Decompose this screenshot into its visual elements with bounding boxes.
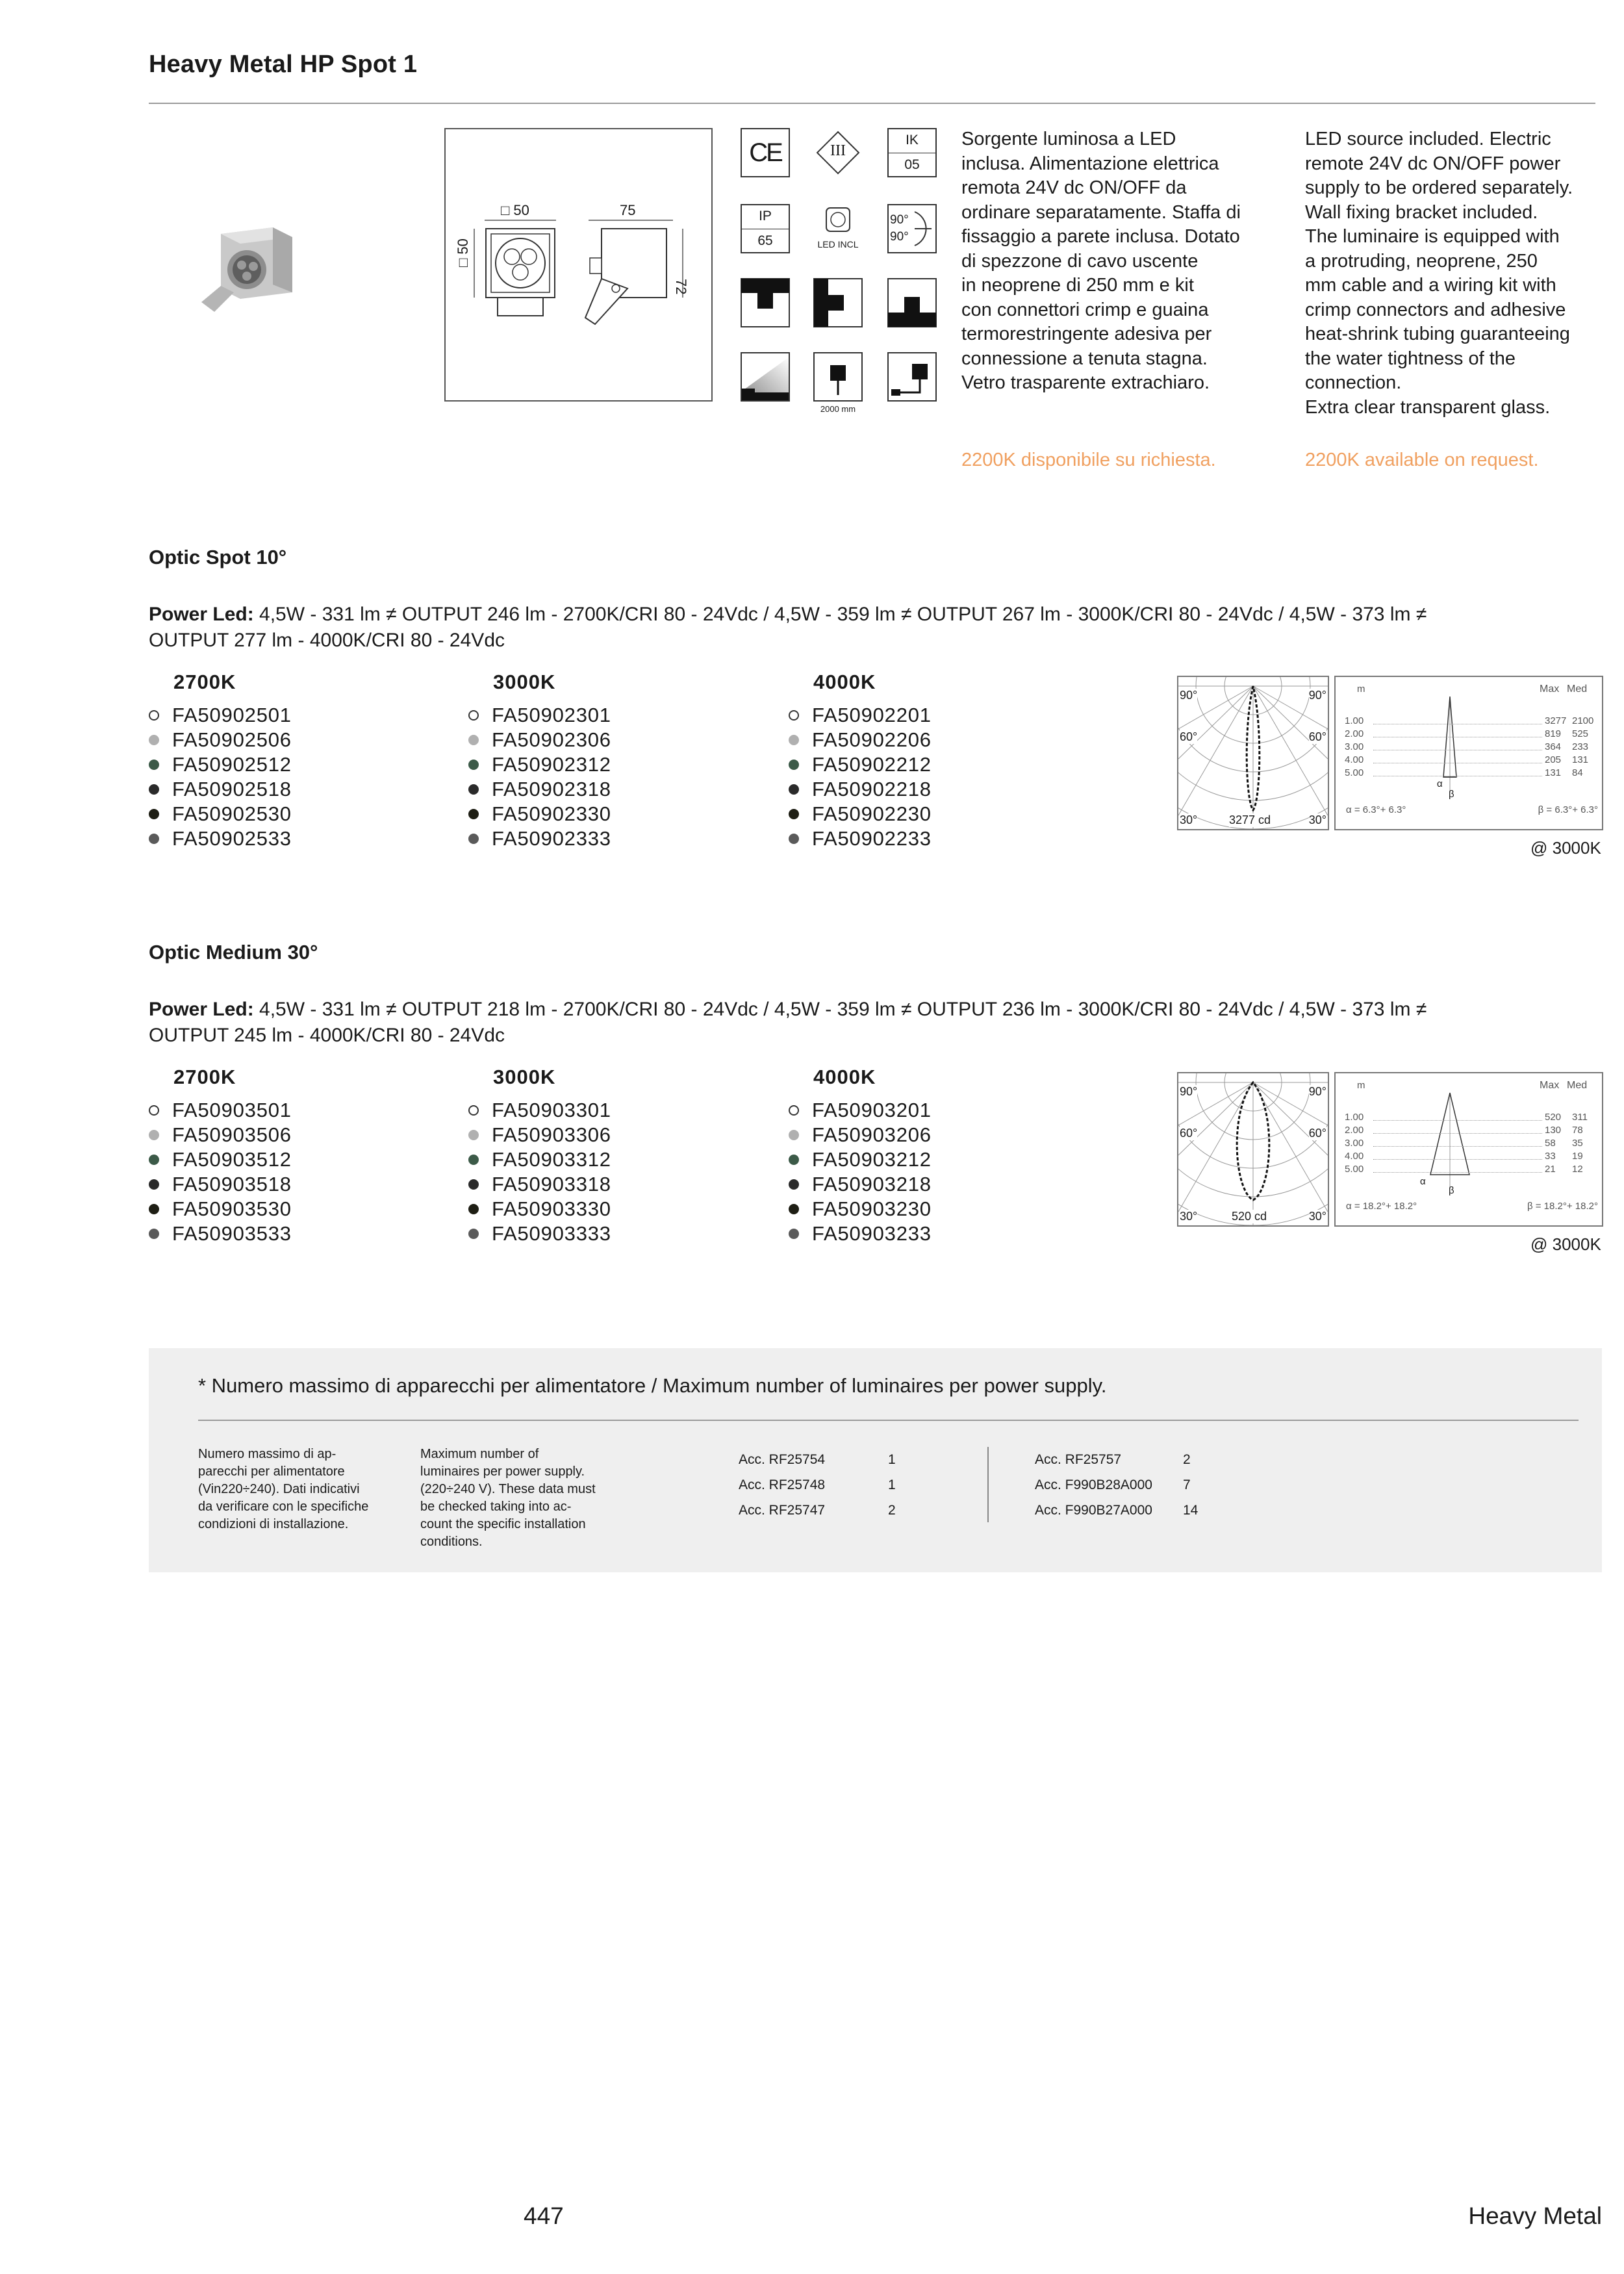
cone-diagram: m Max Med 1.00 3277 2100 2.00 819 525 3.00 364 233 4.00 205 131 5.00 131 84 α β α = 6.3°+ 6.3° β = 6.3°+ 6.3° [1334,676,1603,830]
product-code: FA50902230 [789,802,932,826]
code-column-4000k: 4000K FA50903201 FA50903206 FA50903212 FA50903218 FA50903230 FA50903233 [789,1066,932,1246]
product-code: FA50903318 [468,1172,611,1197]
class-iii-icon: III [813,128,863,177]
finish-color-dot [789,809,799,819]
finish-color-dot [468,1105,479,1116]
code-column-3000k: 3000K FA50903301 FA50903306 FA50903312 FA50903318 FA50903330 FA50903333 [468,1066,611,1246]
product-code: FA50902333 [468,826,611,851]
product-code: FA50902318 [468,777,611,802]
section-title: Optic Medium 30° [149,941,318,964]
product-code: FA50902512 [149,752,292,777]
header-divider [149,103,1595,104]
product-code: FA50903306 [468,1123,611,1147]
finish-color-dot [789,834,799,844]
finish-color-dot [789,784,799,795]
finish-color-dot [149,834,159,844]
page-number: 447 [524,2203,564,2229]
finish-color-dot [468,1130,479,1140]
finish-color-dot [468,1155,479,1165]
finish-color-dot [468,710,479,721]
table-separator [987,1447,989,1522]
light-spread-icon [741,352,790,402]
finish-color-dot [468,760,479,770]
floor-mount-icon [887,278,937,327]
code-column-2700k: 2700K FA50903501 FA50903506 FA50903512 FA50903518 FA50903530 FA50903533 [149,1066,292,1246]
product-code: FA50902506 [149,728,292,752]
polar-diagram: 90° 90° 60° 60° 30° 30° 3277 cd [1177,676,1329,830]
power-supply-panel [149,1348,1602,1572]
accessory-table-right: Acc. RF25757 2 Acc. F990B28A000 7 Acc. F990B27A000 14 [1035,1452,1199,1518]
product-code: FA50902518 [149,777,292,802]
power-led-spec: Power Led: 4,5W - 331 lm ≠ OUTPUT 246 lm - 2700K/CRI 80 - 24Vdc / 4,5W - 359 lm ≠ OUTPUT 267 lm - 3000K/CRI 80 - 24Vdc / 4,5W - 373 lm ≠ OUTPUT 277 lm - 4000K/CRI 80 - 24Vdc [149,604,1427,651]
finish-color-dot [149,710,159,721]
finish-color-dot [789,1130,799,1140]
panel-divider [198,1420,1579,1421]
finish-color-dot [468,1179,479,1190]
dim-square-top: □ 50 [501,202,529,218]
code-column-2700k: 2700K FA50902501 FA50902506 FA50902512 FA50902518 FA50902530 FA50902533 [149,671,292,851]
product-code: FA50903230 [789,1197,932,1221]
product-code: FA50903333 [468,1221,611,1246]
product-code: FA50903201 [789,1098,932,1123]
ceiling-mount-icon [741,278,790,327]
led-included-icon: LED INCL [813,204,863,253]
finish-color-dot [468,1229,479,1239]
wall-mount-icon [813,278,863,327]
finish-color-dot [149,784,159,795]
product-photo [195,221,312,318]
product-code: FA50902206 [789,728,932,752]
ip-rating-icon: IP 65 [741,204,790,253]
finish-color-dot [789,1229,799,1239]
description-it: Sorgente luminosa a LED inclusa. Alimentazione elettrica remota 24V dc ON/OFF da ordinare separatamente. Staffa di fissaggio a parete inclusa. Dotato di spezzone di cavo uscente in neoprene di 250 mm e kit con connettori crimp e guaina termorestringente adesiva per connessione a tenuta stagna. Vetro trasparente extrachiaro. [961,129,1241,393]
finish-color-dot [468,735,479,745]
page-title: Heavy Metal HP Spot 1 [149,51,418,78]
technical-drawing [444,128,713,402]
finish-color-dot [149,809,159,819]
product-code: FA50903233 [789,1221,932,1246]
dim-depth: 75 [620,202,636,218]
code-column-4000k: 4000K FA50902201 FA50902206 FA50902212 FA50902218 FA50902230 FA50902233 [789,671,932,851]
peak-intensity: 520 cd [1232,1210,1267,1223]
dim-height: 72 [673,279,689,295]
product-code: FA50902501 [149,703,292,728]
ce-mark-icon: CE [741,128,790,177]
finish-color-dot [149,760,159,770]
product-code: FA50902330 [468,802,611,826]
finish-color-dot [149,1179,159,1190]
peak-intensity: 3277 cd [1229,813,1271,826]
product-code: FA50903312 [468,1147,611,1172]
finish-color-dot [149,1130,159,1140]
finish-color-dot [149,1155,159,1165]
product-code: FA50903212 [789,1147,932,1172]
finish-color-dot [468,809,479,819]
product-code: FA50902312 [468,752,611,777]
product-code: FA50903330 [468,1197,611,1221]
finish-color-dot [789,735,799,745]
product-code: FA50902201 [789,703,932,728]
note-2200k-it: 2200K disponibile su richiesta. [961,450,1216,470]
power-led-spec: Power Led: 4,5W - 331 lm ≠ OUTPUT 218 lm - 2700K/CRI 80 - 24Vdc / 4,5W - 359 lm ≠ OUTPUT 236 lm - 3000K/CRI 80 - 24Vdc / 4,5W - 373 lm ≠ OUTPUT 245 lm - 4000K/CRI 80 - 24Vdc [149,999,1427,1046]
section-name: Heavy Metal [1468,2203,1602,2229]
finish-color-dot [149,735,159,745]
product-code: FA50902218 [789,777,932,802]
note-2200k-en: 2200K available on request. [1305,450,1539,470]
product-code: FA50902301 [468,703,611,728]
description-en: LED source included. Electric remote 24V dc ON/OFF power supply to be ordered separately. Wall fixing bracket included. The luminaire is equipped with a protruding, neoprene, 250 mm cable and a wiring kit with crimp connectors and adhesive heat-shrink tubing guaranteeing the water tightness of the connection. Extra clear transparent glass. [1305,129,1573,418]
finish-color-dot [149,1229,159,1239]
finish-color-dot [789,760,799,770]
dim-square-side: □ 50 [455,238,471,267]
product-code: FA50903301 [468,1098,611,1123]
product-code: FA50902233 [789,826,932,851]
reference-temperature: @ 3000K [1530,1234,1601,1254]
power-cable-icon [887,352,937,402]
finish-color-dot [789,1204,799,1214]
finish-color-dot [789,1155,799,1165]
finish-color-dot [468,834,479,844]
product-code: FA50902533 [149,826,292,851]
product-code: FA50903533 [149,1221,292,1246]
product-code: FA50903530 [149,1197,292,1221]
cable-length-label: 2000 mm [820,404,856,414]
product-code: FA50902530 [149,802,292,826]
tilt-angle-icon: 90° 90° [887,204,937,253]
product-code: FA50903218 [789,1172,932,1197]
product-code: FA50903518 [149,1172,292,1197]
cone-table: 1.00 520 311 2.00 130 78 3.00 58 35 4.00 33 19 5.00 21 12 [1345,1112,1588,1175]
reference-temperature: @ 3000K [1530,838,1601,858]
finish-color-dot [468,1204,479,1214]
cone-table: 1.00 3277 2100 2.00 819 525 3.00 364 233 4.00 205 131 5.00 131 84 [1345,715,1594,778]
finish-color-dot [789,1179,799,1190]
product-code: FA50903512 [149,1147,292,1172]
finish-color-dot [149,1204,159,1214]
finish-color-dot [149,1105,159,1116]
product-code: FA50903206 [789,1123,932,1147]
product-code: FA50902306 [468,728,611,752]
product-code: FA50903506 [149,1123,292,1147]
power-supply-heading: * Numero massimo di apparecchi per alimentatore / Maximum number of luminaires per power supply. [198,1374,1107,1397]
polar-diagram: 90° 90° 60° 60° 30° 30° 520 cd [1177,1072,1329,1227]
accessory-table-left: Acc. RF25754 1 Acc. RF25748 1 Acc. RF25747 2 [739,1452,896,1518]
note-en: Maximum number of luminaires per power supply. (220÷240 V). These data must be checked taking into ac- count the specific installation conditions. [420,1447,596,1549]
product-code: FA50902212 [789,752,932,777]
ik-rating-icon: IK 05 [887,128,937,177]
finish-color-dot [468,784,479,795]
product-code: FA50903501 [149,1098,292,1123]
finish-color-dot [789,1105,799,1116]
cone-diagram: m Max Med 1.00 520 311 2.00 130 78 3.00 58 35 4.00 33 19 5.00 21 12 α β α = 18.2°+ 18.2° β = 18.2°+ 18.2° [1334,1072,1603,1227]
cable-length-icon [813,352,863,402]
finish-color-dot [789,710,799,721]
code-column-3000k: 3000K FA50902301 FA50902306 FA50902312 FA50902318 FA50902330 FA50902333 [468,671,611,851]
section-title: Optic Spot 10° [149,546,287,568]
note-it: Numero massimo di ap- parecchi per alimentatore (Vin220÷240). Dati indicativi da verificare con le specifiche condizioni di installazione. [198,1447,369,1531]
